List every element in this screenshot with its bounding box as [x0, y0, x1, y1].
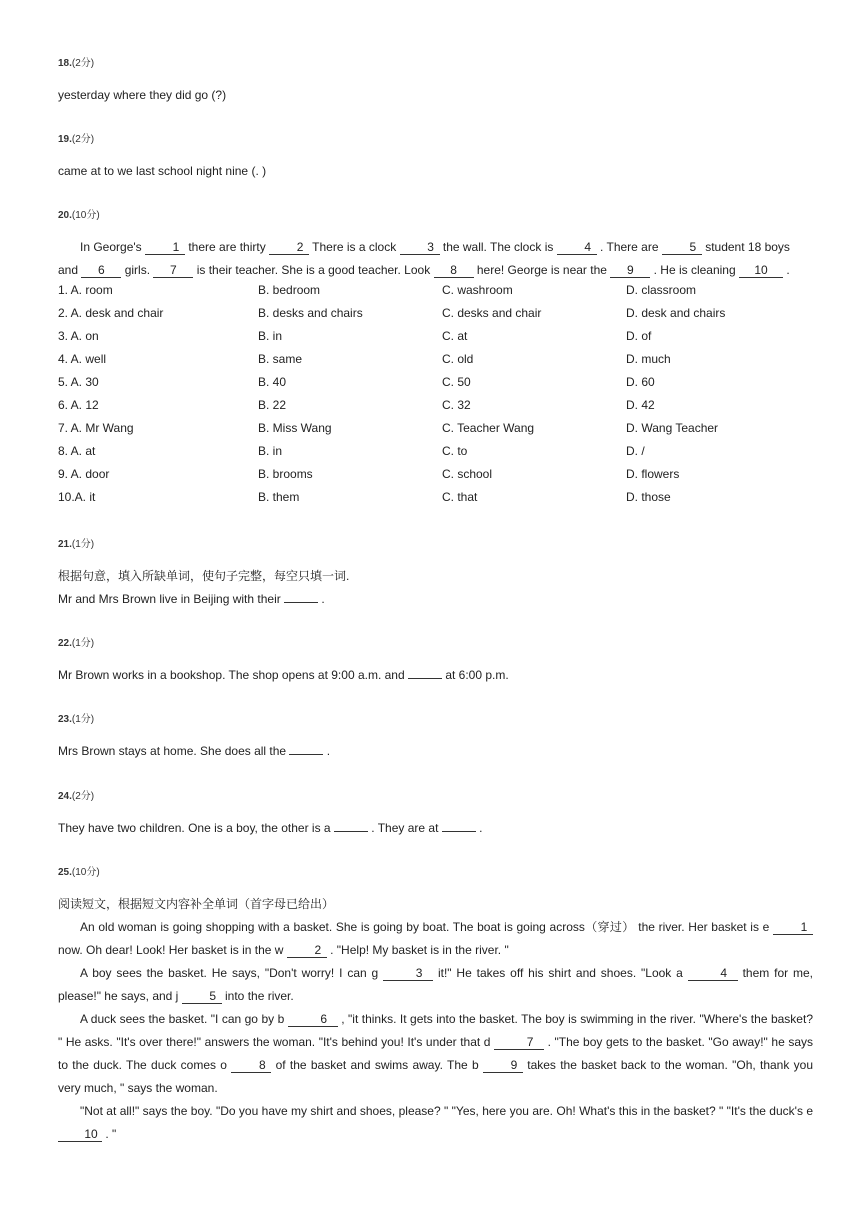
- blank-7: 7: [153, 263, 193, 278]
- answer-blank: [334, 831, 368, 832]
- blank-4: 4: [688, 966, 738, 981]
- option-5-d: D. 60: [626, 375, 655, 389]
- option-8-c: C. to: [442, 444, 468, 458]
- question-23: [58, 713, 813, 763]
- answer-blank: [442, 831, 476, 832]
- option-3-b: B. in: [258, 329, 283, 343]
- question-number: 21.: [58, 539, 72, 550]
- option-4-d: D. much: [626, 352, 671, 366]
- answer-blank: [284, 602, 318, 603]
- question-score: (1分): [71, 714, 95, 725]
- question-score: (10分): [71, 867, 100, 878]
- question-score: (1分): [71, 539, 95, 550]
- question-number: 25.: [58, 867, 72, 878]
- option-7-b: B. Miss Wang: [258, 421, 332, 435]
- option-8-d: D. /: [626, 444, 645, 458]
- option-6-b: B. 22: [258, 398, 287, 412]
- option-row-8: [58, 440, 818, 463]
- question-text: They have two children. One is a boy, the other is a . They are at .: [58, 821, 483, 835]
- blank-4: 4: [557, 240, 597, 255]
- question-20: [58, 209, 813, 282]
- option-3-d: D. of: [626, 329, 652, 343]
- option-5-c: C. 50: [442, 375, 471, 389]
- passage-paragraph-3: A duck sees the basket. "I can go by b 6 , "it thinks. It gets into the basket. The boy is swimming in the river. "Where's the basket? " He asks. "It's over there!" answers the woman. "It's behind you! It's under that d 7 . "The boy gets to the basket. "Go away!" he says to the duck. The duck comes o 8 of the basket and swims away. The b 9 takes the basket back to the woman. "Oh, thank you very much, " says the woman.: [58, 1012, 813, 1095]
- option-10-c: C. that: [442, 490, 478, 504]
- option-2-b: B. desks and chairs: [258, 306, 363, 320]
- blank-3: 3: [400, 240, 440, 255]
- passage-paragraph-1: An old woman is going shopping with a basket. She is going by boat. The boat is going across（穿过） the river. Her basket is e 1 now. Oh dear! Look! Her basket is in the w 2 . "Help! My basket is in the river. ": [58, 916, 813, 962]
- passage-line-2: and 6 girls. 7 is their teacher. She is a good teacher. Look 8 here! George is near the 9 . He is cleaning 10 .: [58, 263, 790, 277]
- option-row-7: [58, 417, 818, 440]
- option-1-d: D. classroom: [626, 283, 697, 297]
- option-row-6: [58, 394, 818, 417]
- option-9-a: 9. A. door: [58, 467, 110, 481]
- blank-5: 5: [182, 989, 222, 1004]
- option-1-a: 1. A. room: [58, 283, 113, 297]
- blank-10: 10: [739, 263, 783, 278]
- option-4-c: C. old: [442, 352, 474, 366]
- option-row-9: [58, 463, 818, 486]
- option-row-1: [58, 279, 818, 302]
- question-22: [58, 637, 813, 687]
- option-8-a: 8. A. at: [58, 444, 96, 458]
- passage-line-1: In George's 1 there are thirty 2 There is a clock 3 the wall. The clock is 4 . There are 5 student 18 boys: [80, 240, 790, 254]
- blank-10: 10: [58, 1127, 102, 1142]
- option-6-a: 6. A. 12: [58, 398, 99, 412]
- blank-7: 7: [494, 1035, 544, 1050]
- question-number: 24.: [58, 791, 72, 802]
- question-number: 18.: [58, 58, 72, 69]
- question-number: 19.: [58, 134, 72, 145]
- question-instruction: 根据句意，填入所缺单词，使句子完整，每空只填一词.: [58, 569, 350, 583]
- option-9-c: C. school: [442, 467, 493, 481]
- option-9-d: D. flowers: [626, 467, 680, 481]
- option-3-a: 3. A. on: [58, 329, 99, 343]
- option-5-a: 5. A. 30: [58, 375, 99, 389]
- question-number: 22.: [58, 638, 72, 649]
- option-2-d: D. desk and chairs: [626, 306, 726, 320]
- question-score: (10分): [71, 210, 100, 221]
- question-score: (2分): [71, 134, 95, 145]
- blank-5: 5: [662, 240, 702, 255]
- question-score: (2分): [71, 791, 95, 802]
- option-10-a: 10.A. it: [58, 490, 96, 504]
- question-text: yesterday where they did go (?): [58, 88, 227, 102]
- blank-9: 9: [610, 263, 650, 278]
- question-24: [58, 790, 813, 840]
- question-21: [58, 538, 813, 611]
- options-table: [58, 279, 818, 509]
- option-7-a: 7. A. Mr Wang: [58, 421, 134, 435]
- option-row-4: [58, 348, 818, 371]
- question-score: (2分): [71, 58, 95, 69]
- blank-2: 2: [269, 240, 309, 255]
- passage-paragraph-2: A boy sees the basket. He says, "Don't worry! I can g 3 it!" He takes off his shirt and shoes. "Look a 4 them for me, please!" he says, and j 5 into the river.: [58, 966, 814, 1003]
- option-row-3: [58, 325, 818, 348]
- option-row-10: [58, 486, 818, 509]
- blank-2: 2: [287, 943, 327, 958]
- question-score: (1分): [71, 638, 95, 649]
- option-4-b: B. same: [258, 352, 303, 366]
- question-number: 23.: [58, 714, 72, 725]
- option-8-b: B. in: [258, 444, 283, 458]
- question-25: [58, 866, 813, 1146]
- option-2-a: 2. A. desk and chair: [58, 306, 164, 320]
- option-9-b: B. brooms: [258, 467, 313, 481]
- blank-8: 8: [434, 263, 474, 278]
- question-19: [58, 133, 813, 183]
- blank-9: 9: [483, 1058, 523, 1073]
- option-4-a: 4. A. well: [58, 352, 107, 366]
- question-number: 20.: [58, 210, 72, 221]
- option-1-c: C. washroom: [442, 283, 513, 297]
- blank-6: 6: [81, 263, 121, 278]
- option-5-b: B. 40: [258, 375, 287, 389]
- blank-1: 1: [145, 240, 185, 255]
- option-2-c: C. desks and chair: [442, 306, 542, 320]
- blank-3: 3: [383, 966, 433, 981]
- question-text: Mr Brown works in a bookshop. The shop opens at 9:00 a.m. and at 6:00 p.m.: [58, 668, 509, 682]
- option-10-b: B. them: [258, 490, 300, 504]
- answer-blank: [408, 678, 442, 679]
- passage-paragraph-4: "Not at all!" says the boy. "Do you have my shirt and shoes, please? " "Yes, here you are. Oh! What's this in the basket? " "It's the duck's e 10 . ": [58, 1100, 813, 1146]
- answer-blank: [289, 754, 323, 755]
- question-text: Mrs Brown stays at home. She does all the .: [58, 744, 331, 758]
- question-instruction: 阅读短文，根据短文内容补全单词（首字母已给出）: [58, 897, 335, 911]
- option-3-c: C. at: [442, 329, 468, 343]
- option-10-d: D. those: [626, 490, 671, 504]
- option-row-2: [58, 302, 818, 325]
- option-row-5: [58, 371, 818, 394]
- blank-1: 1: [773, 920, 813, 935]
- option-7-c: C. Teacher Wang: [442, 421, 535, 435]
- question-text: Mr and Mrs Brown live in Beijing with their .: [58, 592, 325, 606]
- question-18: [58, 57, 813, 107]
- question-text: came at to we last school night nine (. ): [58, 164, 267, 178]
- option-6-c: C. 32: [442, 398, 471, 412]
- option-6-d: D. 42: [626, 398, 655, 412]
- blank-6: 6: [288, 1012, 338, 1027]
- option-1-b: B. bedroom: [258, 283, 321, 297]
- option-7-d: D. Wang Teacher: [626, 421, 719, 435]
- blank-8: 8: [231, 1058, 271, 1073]
